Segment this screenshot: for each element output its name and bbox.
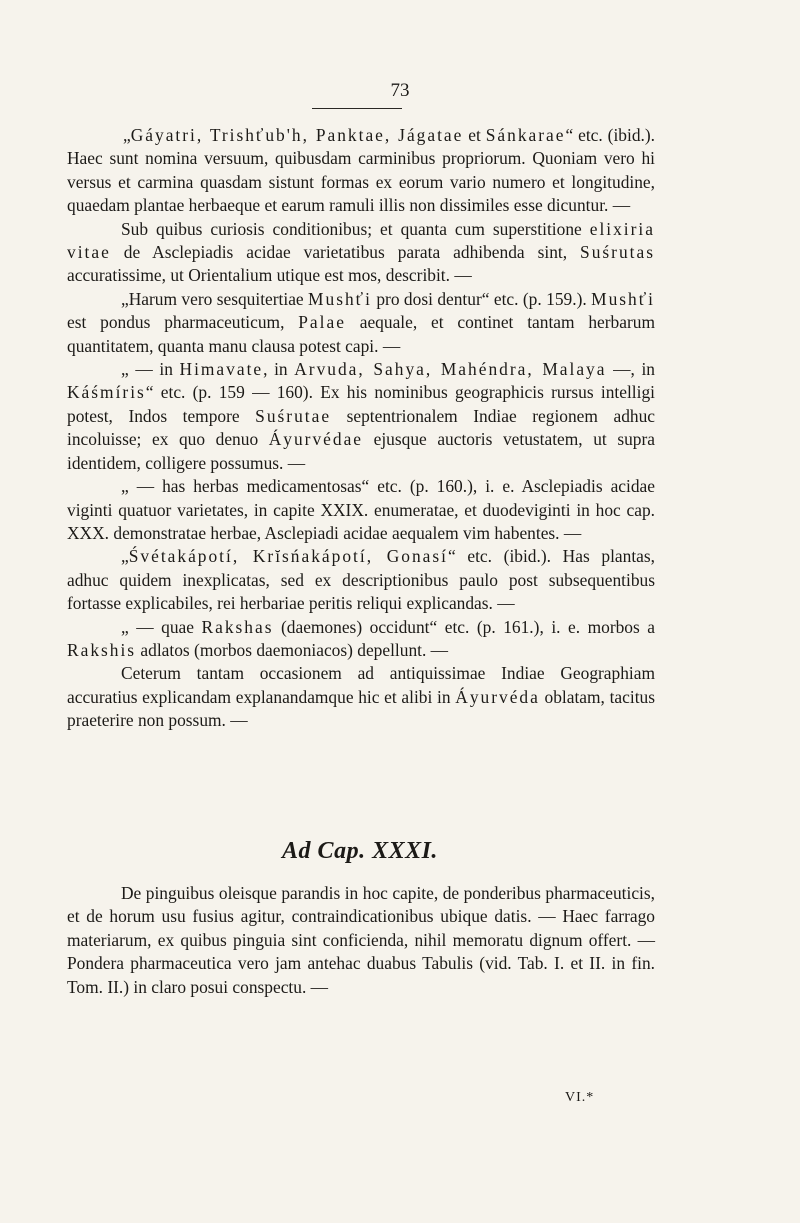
spaced-term: Káśmíris bbox=[67, 382, 146, 403]
text-run: aequale, et continet tantam herbarum quantitatem, quanta manu clausa potest capi. — bbox=[67, 312, 655, 356]
spaced-term: Áyurvédae bbox=[268, 429, 364, 450]
text-run: pro dosi dentur“ etc. (p. 159.). bbox=[371, 288, 592, 309]
text-run: Ceterum tantam occasionem ad antiquissimae Indiae Geographiam accuratius explicandam explanandamque hic et alibi in bbox=[67, 663, 655, 707]
spaced-term: Rakshis bbox=[67, 639, 137, 660]
body-text-chapter-xxxi bbox=[67, 882, 655, 999]
paragraph bbox=[67, 288, 655, 358]
text-run: „ bbox=[121, 546, 129, 567]
page-number: 73 bbox=[390, 80, 410, 101]
signature-mark: VI.* bbox=[565, 1090, 595, 1105]
text-run: „ bbox=[123, 125, 131, 145]
text-run: ejusque auctoris vetustatem, ut supra identidem, colligere possumus. — bbox=[67, 429, 656, 473]
spaced-term: Gáyatri, Trishťub'h, Panktae, Jágatae bbox=[130, 125, 464, 145]
paragraph bbox=[67, 218, 655, 288]
text-run: „Harum vero sesquitertiae bbox=[121, 288, 309, 309]
paragraph bbox=[67, 882, 655, 999]
spaced-term: Suśrutas bbox=[580, 242, 655, 263]
text-run: „ — quae bbox=[121, 616, 202, 637]
text-run: et bbox=[463, 125, 486, 145]
text-run: „ — in bbox=[121, 359, 180, 380]
paragraph bbox=[67, 545, 655, 615]
spaced-term: Mushťi bbox=[591, 288, 655, 309]
text-run: —, in bbox=[606, 359, 655, 380]
spaced-term: Áyurvéda bbox=[455, 686, 540, 707]
text-run: adlatos (morbos daemoniacos) depellunt. — bbox=[136, 639, 449, 660]
text-run: „ — has herbas medicamentosas“ etc. (p. 160.), i. e. Asclepiadis acidae viginti quatuor varietates, in capite XXIX. enumeratae, et duodeviginti in hoc cap. XXX. demonstratae herbae, Asclepiadi acidae aequalem vim habentes. — bbox=[67, 476, 655, 543]
paragraph bbox=[67, 358, 655, 475]
paragraph bbox=[67, 475, 655, 545]
text-run: (daemones) occidunt“ etc. (p. 161.), i. e. morbos a bbox=[273, 616, 656, 637]
text-run: oblatam, tacitus praeterire non possum. — bbox=[67, 686, 655, 731]
spaced-term: Śvétakápotí, Krĭsńakápotí, Gonasí bbox=[128, 546, 448, 567]
text-run: “ etc. (p. 159 — 160). Ex his nominibus geographicis rursus intelligi potest, Indos tempore bbox=[67, 382, 655, 426]
spaced-term: Suśrutae bbox=[255, 405, 332, 426]
text-run: “ etc. (ibid.). Has plantas, adhuc quidem inexplicatas, sed ex descriptionibus paulo post subsequentibus fortasse explicabiles, rei herbariae peritis reliqui explicandas. — bbox=[67, 546, 655, 614]
spaced-term: elixiria vitae bbox=[67, 218, 655, 263]
text-run: De pinguibus oleisque parandis in hoc capite, de ponderibus pharmaceuticis, et de horum usu fusius agitur, contraindicationibus ubique datis. — Haec farrago materiarum, ex quibus pinguia sint conficienda, nihil memoratu dignum offert. — Pondera pharmaceutica vero jam antehac duabus Tabulis (vid. Tab. I. et II. in fin. Tom. II.) in claro posui conspectu. — bbox=[67, 883, 655, 997]
spaced-term: Arvuda, Sahya, Mahéndra, Malaya bbox=[294, 359, 607, 380]
text-run: “ etc. (ibid.). Haec sunt nomina versuum, quibusdam carminibus propriorum. Quoniam vero hi versus et carmina quasdam sistunt formas ex eorum vario numero et longitudine, quaedam plantae herbaeque et earum ramuli illis non dissimiles esse dicuntur. — bbox=[67, 125, 655, 216]
text-run: de Asclepiadis acidae varietatibus parata adhibenda sint, bbox=[110, 242, 581, 263]
text-run: Sub quibus curiosis conditionibus; et quanta cum superstitione bbox=[121, 218, 590, 239]
paragraph bbox=[67, 124, 655, 218]
spaced-term: Sánkarae bbox=[485, 125, 566, 145]
header-rule bbox=[312, 108, 402, 109]
spaced-term: Palae bbox=[298, 312, 346, 333]
paragraph bbox=[67, 662, 655, 732]
spaced-term: Rakshas bbox=[201, 616, 274, 637]
text-run: septentrionalem Indiae regionem adhuc incoluisse; ex quo denuo bbox=[67, 405, 655, 450]
text-run: est pondus pharmaceuticum, bbox=[67, 312, 299, 333]
paragraph bbox=[67, 616, 655, 663]
chapter-heading: Ad Cap. XXXI. bbox=[282, 838, 438, 864]
spaced-term: Mushťi bbox=[308, 288, 372, 309]
text-run: accuratissime, ut Orientalium utique est mos, describit. — bbox=[67, 265, 472, 286]
spaced-term: Himavate bbox=[179, 359, 264, 380]
text-run: , in bbox=[263, 359, 295, 380]
body-text bbox=[67, 124, 655, 733]
